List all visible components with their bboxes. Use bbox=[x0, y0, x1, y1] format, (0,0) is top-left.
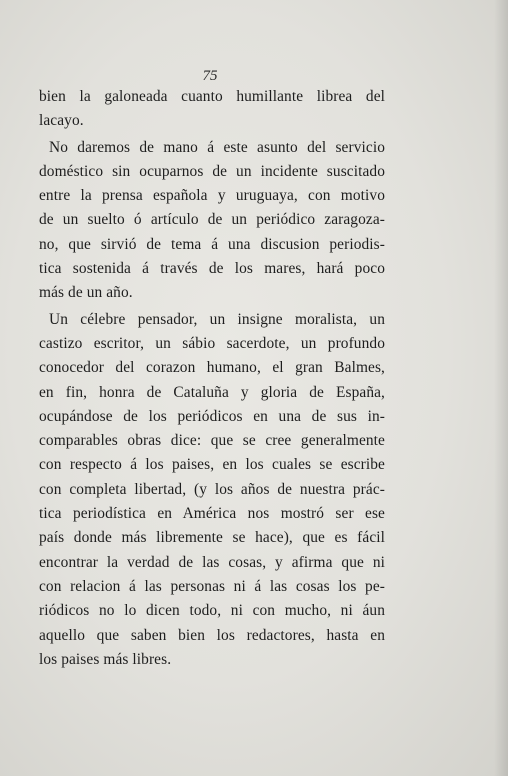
text-line: con respecto á los paises, en los cuales se escribe bbox=[39, 456, 385, 474]
text-line: con relacion á las personas ni á las cosas los pe- bbox=[39, 577, 385, 595]
text-line: no, que sirvió de tema á una discusion periodis- bbox=[39, 235, 385, 253]
paragraph-1 bbox=[39, 85, 385, 134]
text-line: castizo escritor, un sábio sacerdote, un profundo bbox=[39, 334, 385, 352]
text-line: los paises más libres. bbox=[39, 650, 172, 668]
page-number: 75 bbox=[202, 68, 218, 84]
text-line: Un célebre pensador, un insigne moralista, un bbox=[49, 310, 385, 328]
text-line: más de un año. bbox=[39, 284, 133, 302]
text-line: lacayo. bbox=[39, 112, 84, 130]
paragraph-2 bbox=[39, 136, 385, 306]
text-line: aquello que saben bien los redactores, hasta en bbox=[39, 626, 385, 644]
text-line: doméstico sin ocuparnos de un incidente suscitado bbox=[39, 162, 385, 180]
text-line: entre la prensa española y uruguaya, con motivo bbox=[39, 187, 385, 205]
paragraph-3 bbox=[39, 308, 385, 672]
text-line: tica periodística en América nos mostró ser ese bbox=[39, 505, 385, 523]
text-line: con completa libertad, (y los años de nuestra prác- bbox=[39, 480, 385, 498]
text-line: de un suelto ó artículo de un periódico zaragoza- bbox=[39, 211, 385, 229]
text-line: encontrar la verdad de las cosas, y afirma que ni bbox=[39, 553, 385, 571]
text-line: tica sostenida á través de los mares, hará poco bbox=[39, 260, 385, 278]
text-line: ocupándose de los periódicos en una de sus in- bbox=[39, 407, 385, 425]
text-line: riódicos no lo dicen todo, ni con mucho, ni áun bbox=[39, 602, 385, 620]
body-text bbox=[39, 85, 385, 672]
text-line: en fin, honra de Cataluña y gloria de España, bbox=[39, 383, 385, 401]
page-edge-shadow bbox=[494, 0, 508, 776]
text-line: país donde más libremente se hace), que es fácil bbox=[39, 529, 385, 547]
text-line: conocedor del corazon humano, el gran Balmes, bbox=[39, 359, 385, 377]
text-line: No daremos de mano á este asunto del servicio bbox=[49, 138, 385, 156]
text-line: bien la galoneada cuanto humillante librea del bbox=[39, 88, 385, 105]
text-line: comparables obras dice: que se cree generalmente bbox=[39, 432, 385, 450]
